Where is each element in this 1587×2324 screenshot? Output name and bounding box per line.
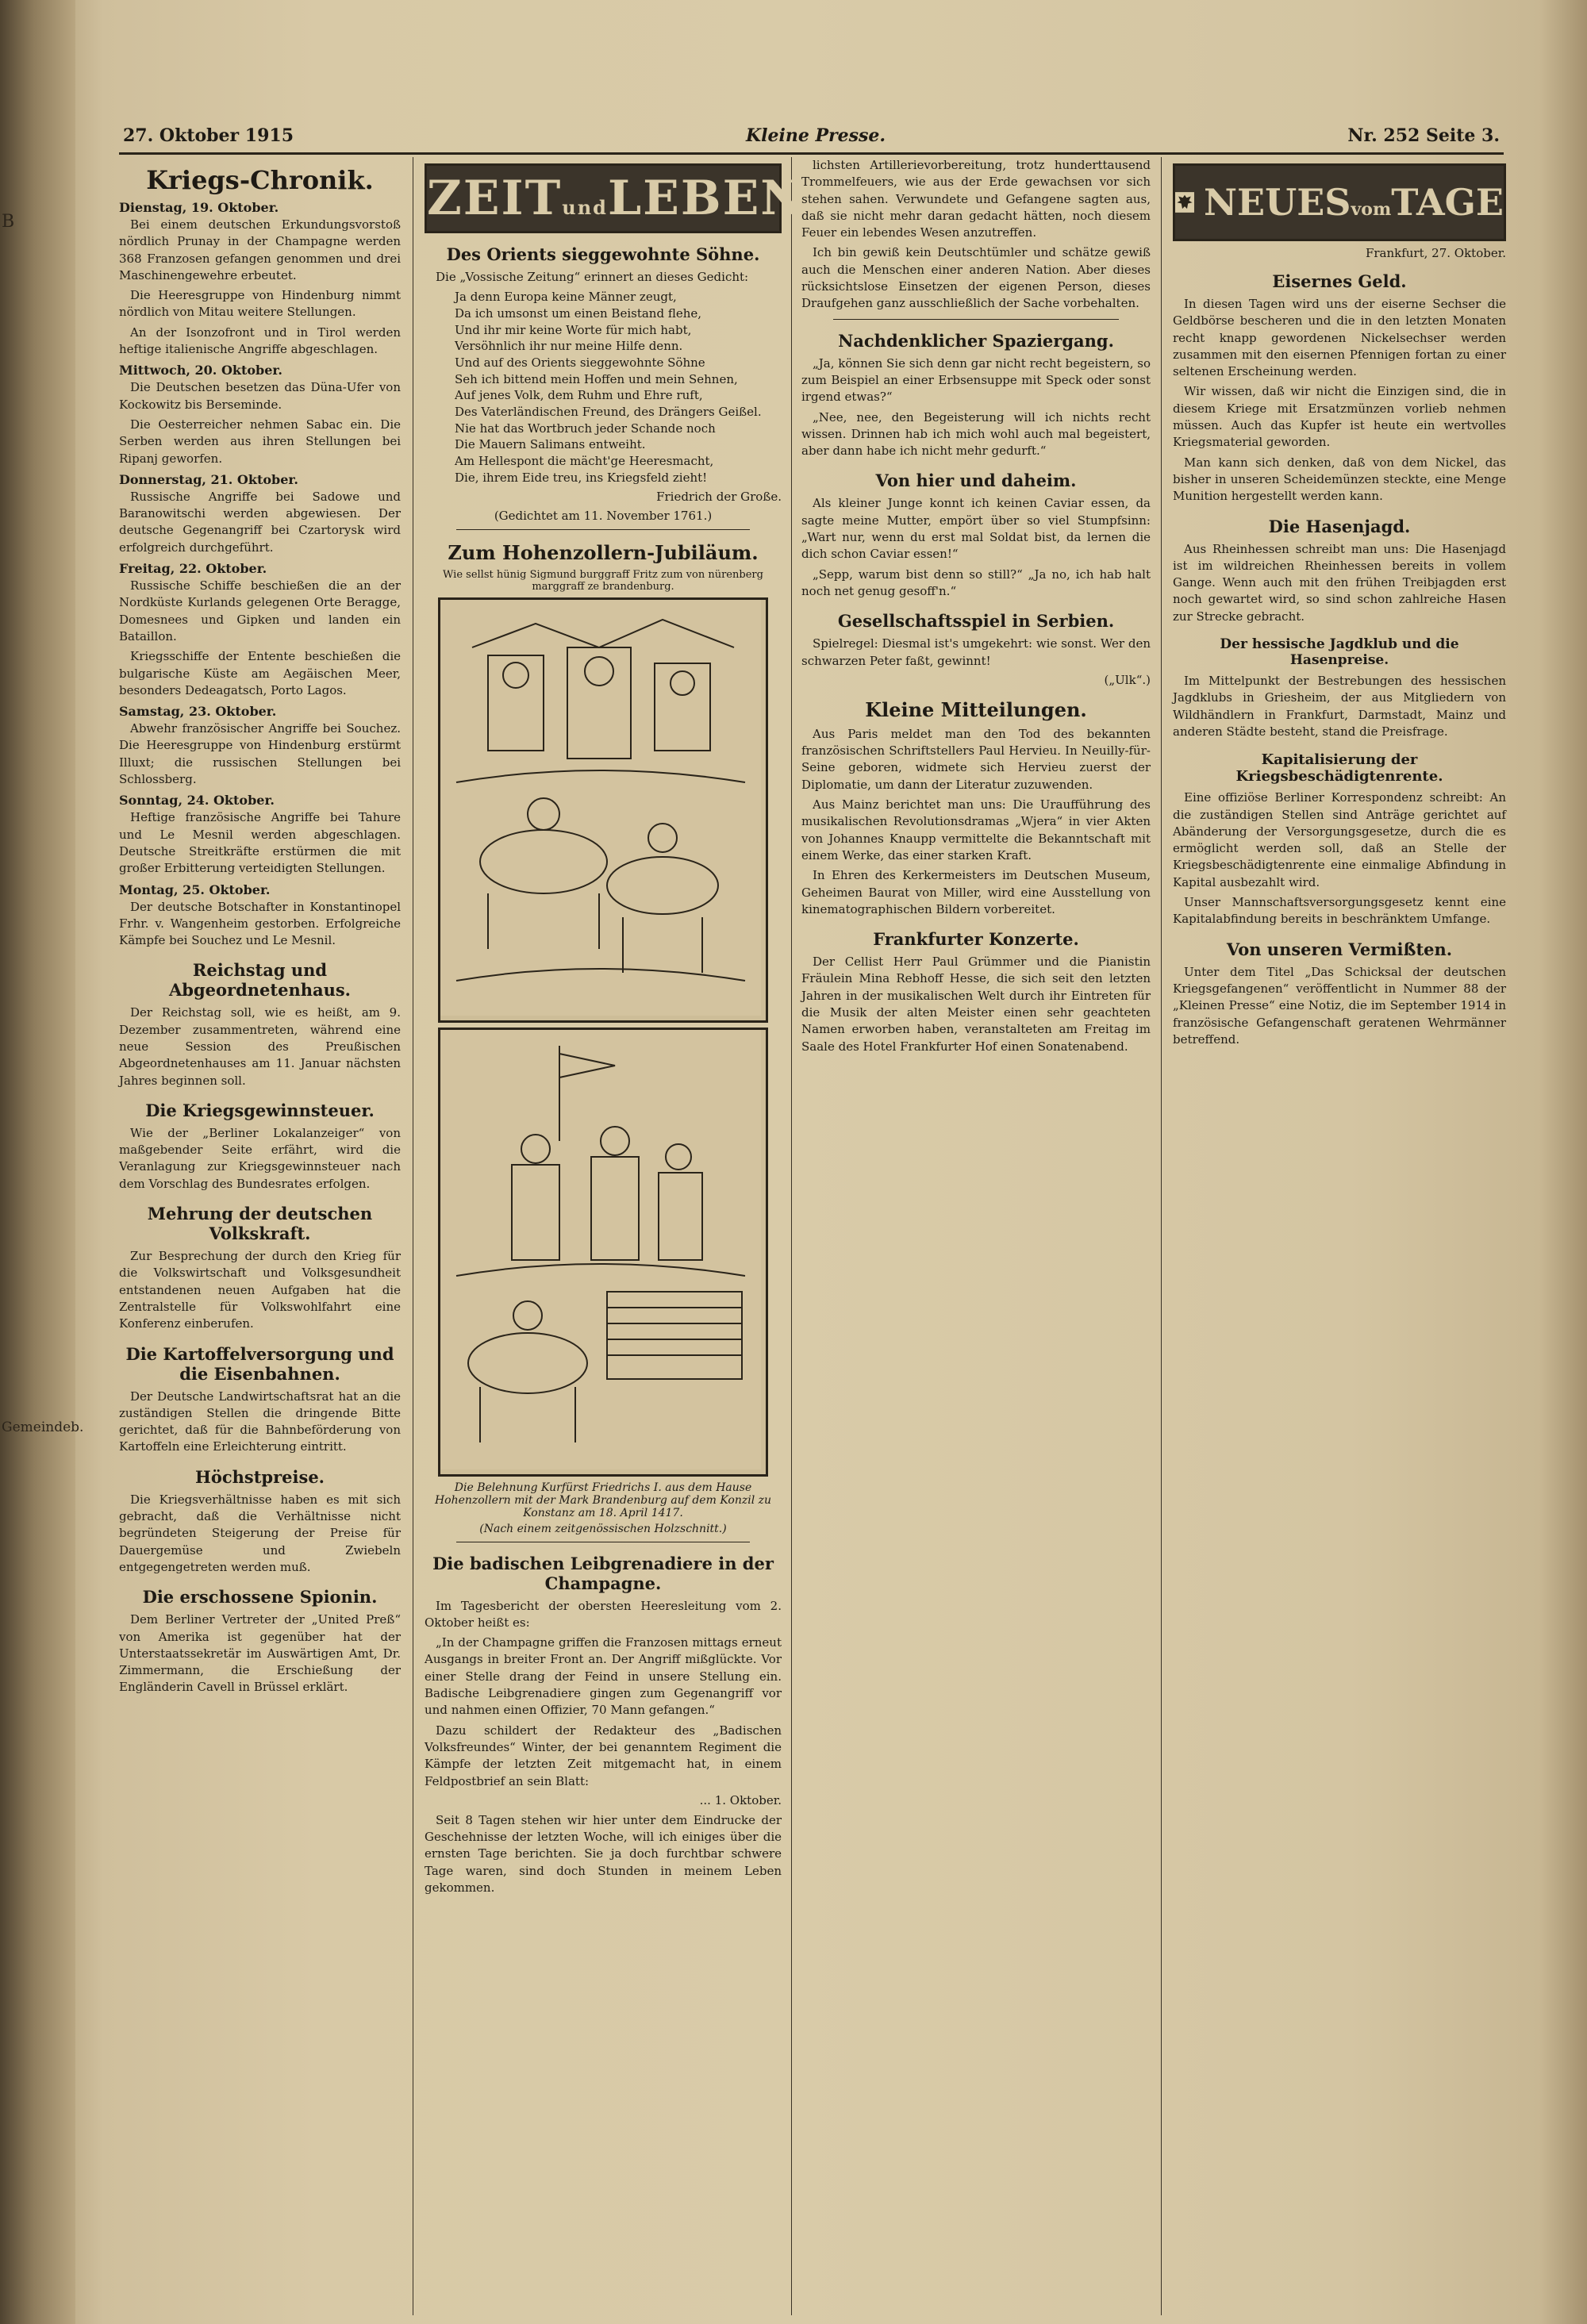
woodcut-caption: Die Belehnung Kurfürst Friedrichs I. aus dem Hause Hohenzollern mit der Mark Brandenburg auf dem Konzil zu Konstanz am 18. April 1417. [434,1481,772,1519]
book-spine [0,0,84,2324]
paragraph: Aus Paris meldet man den Tod des bekannten französischen Schriftstellers Paul Hervieu. In Neuilly-für-Seine geboren, widmete sich Hervieu zuerst der Diplomatie, um dann der Literatur zuzuwenden. [801,726,1151,792]
paragraph: Wie der „Berliner Lokalanzeiger“ von maßgebender Seite erfährt, wird die Veranlagung zur Kriegsgewinnsteuer nach dem Vorschlag des Bundesrates erfolgen. [119,1125,401,1191]
column-neues-vom-tage [1173,157,1506,1051]
section-heading: Frankfurter Konzerte. [873,929,1079,950]
paragraph: Aus Rheinhessen schreibt man uns: Die Hasenjagd ist im wildreichen Rheinhessen bereits in vollem Gange. Wenn auch mit den frühen Treibjagden erst noch gewartet wird, so sind schon zahlreiche Hasen zur Strecke gebracht. [1173,541,1506,624]
paragraph: Die Deutschen besetzen das Düna-Ufer von Kockowitz bis Berseminde. [119,380,401,412]
section-heading: Von hier und daheim. [875,471,1077,491]
paragraph: An der Isonzofront und in Tirol werden heftige italienische Angriffe abgeschlagen. [119,325,401,357]
paragraph: Kriegsschiffe der Entente beschießen die bulgarische Küste am Aegäischen Meer, besonders Dedeagatsch, Porto Lagos. [119,649,401,697]
paragraph: Der Deutsche Landwirtschaftsrat hat an die zuständigen Stellen die dringende Bitte gerichtet, daß für die Bahnbeförderung von Kartoffeln eine Erleichterung eintritt. [119,1389,401,1454]
paragraph: Dem Berliner Vertreter der „United Preß“ von Amerika ist gegenüber hat der Unterstaatssekretär im Auswärtigen Amt, Dr. Zimmermann, die Erschießung der Engländerin Cavell in Brüssel erklärt. [119,1612,401,1695]
paragraph: Eine offiziöse Berliner Korrespondenz schreibt: An die zuständigen Stellen sind Anträge gerichtet auf Abänderung der Versorgungsgesetze, durch die es ermöglicht werden soll, daß an Stelle der Kriegsbeschädigtenrente eine einmalige Abfindung in Kapital ausbezahlt wird. [1173,790,1506,889]
date-heading: Mittwoch, 20. Oktober. [119,363,282,378]
kriegs-chronik-title: Kriegs-Chronik. [146,165,374,195]
paragraph: Wir wissen, daß wir nicht die Einzigen sind, die in diesem Kriege mit Ersatzmünzen vorlieb nehmen müssen. Auch das Kupfer ist heute ein wertvolles Kriegsmaterial geworden. [1173,384,1506,450]
paragraph: Die Kriegsverhältnisse haben es mit sich gebracht, daß die Verhältnisse nicht begründeten Steigerung der Preise für Dauergemüse und Zwiebeln entgegengetreten werden muß. [119,1492,401,1574]
divider [456,529,750,530]
masthead-word: vom [1351,199,1392,220]
paragraph: Man kann sich denken, daß von dem Nickel, das bisher in unseren Scheidemünzen steckte, eine Menge Munition hergestellt werden kann. [1173,455,1506,504]
paragraph: Als kleiner Junge konnt ich keinen Caviar essen, da sagte meine Mutter, empört über so viel Stumpfsinn: „Wart nur, wenn du erst mal Soldat bist, da lernen die dich schon Caviar essen!“ [801,496,1151,562]
paragraph: Dazu schildert der Redakteur des „Badischen Volksfreundes“ Winter, der bei genanntem Regiment die Kämpfe der letzten Zeit mitgemacht hat, in einem Feldpostbrief an sein Blatt: [425,1723,782,1788]
masthead-title [1194,181,1504,224]
paragraph: Russische Schiffe beschießen die an der Nordküste Kurlands gelegenen Orte Beragge, Domesnees und Gipken und landen ein Bataillon. [119,578,401,643]
woodcut-illustration-lower [438,1028,768,1477]
masthead-word: LEBEN [607,171,806,226]
section-heading: Der hessische Jagdklub und die Hasenpreise. [1220,636,1459,669]
paragraph: Im Tagesbericht der obersten Heeresleitung vom 2. Oktober heißt es: [425,1598,782,1630]
paragraph: Bei einem deutschen Erkundungsvorstoß nördlich Prunay in der Champagne werden 368 Franzosen gefangen genommen und drei Maschinengewehre erbeutet. [119,217,401,282]
section-heading: Die Hasenjagd. [1268,516,1411,536]
section-heading: Die badischen Leibgrenadiere in der Champagne. [432,1553,774,1593]
masthead-word: NEUES [1203,181,1351,224]
column-rule [791,157,792,2315]
paragraph: Im Mittelpunkt der Bestrebungen des hessischen Jagdklubs in Griesheim, der aus Mitgliedern von Wildhändlern in Frankfurt, Darmstadt, Mainz und anderen Städte besteht, stand die Preisfrage. [1173,674,1506,739]
dateline: Frankfurt, 27. Oktober. [1365,246,1506,260]
column-kriegs-chronik [119,157,401,1700]
section-heading: Des Orients sieggewohnte Söhne. [446,244,760,264]
section-heading: Von unseren Vermißten. [1226,939,1453,959]
section-heading: Reichstag und Abgeordnetenhaus. [168,960,351,1001]
woodcut-inscription: Wie sellst hünig Sigmund burggraff Fritz zum von nürenberg marggraff ze brandenburg. [443,568,763,593]
header-issue: Nr. 252 Seite 3. [1347,125,1500,146]
source-note: („Ulk“.) [1104,672,1151,687]
section-heading: Zum Hohenzollern-Jubiläum. [448,540,759,564]
paragraph: Die „Vossische Zeitung“ erinnert an dieses Gedicht: [436,270,749,284]
paragraph: Aus Mainz berichtet man uns: Die Uraufführung des musikalischen Revolutionsdramas „Wjera“ in vier Akten von Johannes Knaupp vermittelte die Bekanntschaft mit einem Werke, das einer starken Kraft. [801,797,1151,862]
poem: Ja denn Europa keine Männer zeugt, Da ich umsonst um einen Beistand flehe, Und ihr mir keine Worte für mich habt, Versöhnlich ihr nur meine Hilfe denn. Und auf des Orients sieggewohnte Söhne Seh ich bittend mein Hoffen und mein Sehnen, Auf jenes Volk, dem Ruhm und Ehre ruft, Des Vaterländischen Freund, des Drängers Geißel. Nie hat das Wortbruch jeder Schande noch Die Mauern Salimans entweiht. Am Hellespont die mächt'ge Heeresmacht, Die, ihrem Eide treu, ins Kriegsfeld zieht! [455,290,762,485]
date-heading: Samstag, 23. Oktober. [119,704,277,720]
paragraph: In diesen Tagen wird uns der eiserne Sechser die Geldbörse bescheren und die in den letzten Monaten recht knapp gewordenen Nickelsechser werden zusammen mit den eisernen Pfennigen fortan zu einer seltenen Erscheinung werden. [1173,297,1506,379]
column-feuilleton [801,157,1151,1058]
date-heading: Dienstag, 19. Oktober. [119,200,279,215]
paragraph: Die Oesterreicher nehmen Sabac ein. Die Serben werden aus ihren Stellungen bei Ripanj geworfen. [119,417,401,466]
spine-fragment: Gemeindeb. [2,1419,84,1435]
section-heading: Eisernes Geld. [1272,271,1407,291]
section-heading: Die Kartoffelversorgung und die Eisenbahnen. [125,1343,394,1384]
paragraph: lichsten Artillerievorbereitung, trotz hunderttausend Trommelfeuers, wie aus der Erde gewachsen vor sich stehen sahen. Verwundete und Gefangene sagten aus, daß sie nicht mehr daran gedacht hätten, noch diesem Feuer ein lebendes Wesen anzutreffen. [801,158,1151,240]
paragraph: Der deutsche Botschafter in Konstantinopel Frhr. v. Wangenheim gestorben. Erfolgreiche Kämpfe bei Souchez und Le Mesnil. [119,899,401,948]
masthead-word: und [562,196,608,219]
neues-vom-tage-masthead [1173,163,1506,241]
masthead-word: TAGE [1391,181,1504,224]
paragraph: Unser Mannschaftsversorgungsgesetz kennt eine Kapitalabfindung bereits in beschränktem Umfange. [1173,895,1506,927]
paragraph: „Ja, können Sie sich denn gar nicht recht begeistern, so zum Beispiel an einer Erbsensuppe mit Speck oder sonst irgend etwas?“ [801,355,1151,405]
column-rule [1161,157,1162,2315]
paragraph: Heftige französische Angriffe bei Tahure und Le Mesnil werden abgeschlagen. Deutsche Streitkräfte erstürmen die mit großer Erbitterung verteidigten Stellungen. [119,810,401,876]
date-heading: Donnerstag, 21. Oktober. [119,471,298,487]
paragraph: „Sepp, warum bist denn so still?“ „Ja no, ich hab halt noch net genug gesoff'n.“ [801,567,1151,598]
paragraph: Der Cellist Herr Paul Grümmer und die Pianistin Fräulein Mina Rebhoff Hesse, die sich seit den letzten Jahren in der musikalischen Welt durch ihr Eintreten für die Musik der alten Meister einen sehr geachteten Namen erworben haben, veranstalteten am Freitag im Saale des Hotel Frankfurter Hof einen Sonatenabend. [801,955,1151,1054]
section-heading: Kapitalisierung der Kriegsbeschädigtenrente. [1235,751,1443,786]
paragraph: In Ehren des Kerkermeisters im Deutschen Museum, Geheimen Baurat von Miller, wird eine Ausstellung von kinematographischen Bildern vorbereitet. [801,868,1151,916]
woodcut-illustration-upper [438,597,768,1023]
section-heading: Nachdenklicher Spaziergang. [838,330,1114,351]
section-heading: Höchstpreise. [194,1466,325,1487]
paragraph: Unter dem Titel „Das Schicksal der deutschen Kriegsgefangenen“ veröffentlicht in Nummer 88 der „Kleinen Presse“ eine Notiz, die im September 1914 in französische Gefangenschaft geratenen Wehrmänner betreffend. [1173,964,1506,1047]
paragraph: „Nee, nee, den Begeisterung will ich nichts recht wissen. Drinnen hab ich mich wohl auch mal begeistert, aber dann habe ich nicht mehr gedurft.“ [801,409,1151,459]
date-heading: Montag, 25. Oktober. [119,882,271,897]
letter-date: ... 1. Oktober. [699,1792,782,1807]
section-heading: Gesellschaftsspiel in Serbien. [837,611,1115,632]
paragraph: Zur Besprechung der durch den Krieg für die Volkswirtschaft und Volksgesundheit entstandenen neuen Aufgaben hat die Zentralstelle für Volkswohlfahrt eine Konferenz einberufen. [119,1249,401,1331]
woodcut-source: (Nach einem zeitgenössischen Holzschnitt.) [479,1522,727,1535]
paragraph: „In der Champagne griffen die Franzosen mittags erneut Ausgangs in breiter Front an. Der Angriff mißglückte. Vor einer Stelle drang der Feind in unsere Stellung ein. Badische Leibgrenadiere gingen zum Gegenangriff vor und nahmen einen Offizier, 70 Mann gefangen.“ [425,1635,782,1718]
paragraph: Abwehr französischer Angriffe bei Souchez. Die Heeresgruppe von Hindenburg erstürmt Illuxt; die russischen Stellungen bei Schlossberg. [119,721,401,787]
paragraph: Russische Angriffe bei Sadowe und Baranowitschi werden abgewiesen. Der deutsche Gegenangriff bei Czartorysk wird erfolgreich durchgeführt. [119,489,401,555]
page-header [119,125,1504,155]
paragraph: Spielregel: Diesmal ist's umgekehrt: wie sonst. Wer den schwarzen Peter faßt, gewinnt! [801,636,1151,668]
date-heading: Sonntag, 24. Oktober. [119,793,275,809]
poem-author: Friedrich der Große. [656,489,782,504]
section-heading: Mehrung der deutschen Volkskraft. [147,1204,373,1244]
date-heading: Freitag, 22. Oktober. [119,561,267,577]
divider [833,319,1119,320]
header-date: 27. Oktober 1915 [123,125,294,146]
paragraph: Die Heeresgruppe von Hindenburg nimmt nördlich von Mitau weitere Stellungen. [119,288,401,320]
section-heading: Die erschossene Spionin. [142,1587,378,1608]
column-zeit-und-leben [425,157,806,1900]
poem-date: (Gedichtet am 11. November 1761.) [494,508,713,523]
section-heading: Kleine Mitteilungen. [865,697,1087,721]
zeit-und-leben-masthead [425,163,806,233]
eagle-icon [1175,168,1194,236]
spine-fragment: B [2,212,15,232]
section-heading: Die Kriegsgewinnsteuer. [145,1100,375,1120]
paragraph: Seit 8 Tagen stehen wir hier unter dem Eindrucke der Geschehnisse der letzten Woche, will ich einiges über die ernsten Tage berichten. Sie ja doch furchtbar schwere Tage waren, sind doch Stunden in meinem Leben gekommen. [425,1812,782,1895]
header-paper: Kleine Presse. [746,125,886,146]
masthead-word: ZEIT [427,171,563,226]
paragraph: Der Reichstag soll, wie es heißt, am 9. Dezember zusammentreten, während eine neue Session des Preußischen Abgeordnetenhauses am 11. Januar nächsten Jahres beginnen soll. [119,1005,401,1088]
paragraph: Ich bin gewiß kein Deutschtümler und schätze gewiß auch die Menschen einer anderen Nation. Aber dieses rücksichtslose Einsetzen der eigenen Person, dieses Draufgehen ganz ausschließlich der Sache vorbehalten. [801,245,1151,311]
